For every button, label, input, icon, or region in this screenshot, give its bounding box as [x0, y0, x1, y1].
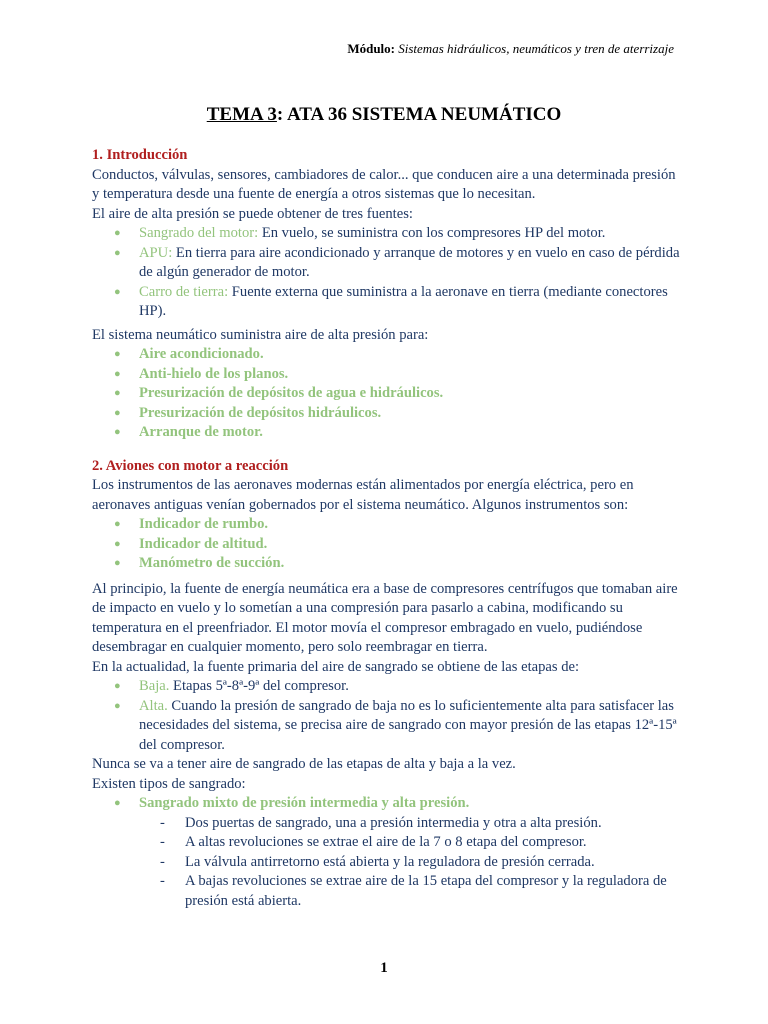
- bleed-details-list: [92, 814, 682, 912]
- document-title: [0, 104, 768, 126]
- list-item: [92, 283, 682, 322]
- stages-list: [92, 677, 682, 755]
- list-item: ● Manómetro de succión.: [92, 554, 682, 574]
- list-item: ● Aire acondicionado.: [92, 345, 682, 365]
- list-item: [92, 244, 682, 283]
- list-item-label: Alta.: [139, 697, 168, 714]
- list-item-text: En tierra para aire acondicionado y arranque de motores y en vuelo en caso de pérdida de algún generador de motor.: [139, 244, 680, 280]
- list-item: - A bajas revoluciones se extrae aire de la 15 etapa del compresor y la reguladora de presión está abierta.: [92, 872, 682, 911]
- bleed-note: Nunca se va a tener aire de sangrado de las etapas de alta y baja a la vez.: [92, 756, 516, 772]
- list-item-text: Etapas 5ª-8ª-9ª del compresor.: [169, 678, 349, 694]
- intro-paragraph: Conductos, válvulas, sensores, cambiadores de calor... que conducen aire a una determinada presión y temperatura desde una fuente de energía a otros sistemas que lo necesitan.: [92, 166, 676, 202]
- page-number: 1: [380, 960, 388, 976]
- document-body: [92, 146, 682, 911]
- list-item-label: APU:: [139, 244, 173, 261]
- title-prefix: TEMA 3: [206, 104, 277, 125]
- list-item: ● Anti-hielo de los planos.: [92, 365, 682, 385]
- list-item-text: Fuente externa que suministra a la aeronave en tierra (mediante conectores HP).: [139, 283, 668, 319]
- list-item: ● Indicador de altitud.: [92, 535, 682, 555]
- title-text: : ATA 36 SISTEMA NEUMÁTICO: [276, 104, 562, 125]
- stages-intro: En la actualidad, la fuente primaria del aire de sangrado se obtiene de las etapas de:: [92, 658, 580, 675]
- list-item: ● Arranque de motor.: [92, 423, 682, 443]
- sources-list: [92, 224, 682, 322]
- list-item-label: Carro de tierra:: [139, 283, 229, 300]
- page-header: [347, 41, 674, 57]
- list-item: [92, 697, 682, 756]
- list-item: [92, 677, 682, 697]
- list-item: ● Presurización de depósitos de agua e hidráulicos.: [92, 384, 682, 404]
- list-item-text: Cuando la presión de sangrado de baja no es lo suficientemente alta para satisfacer las necesidades del sistema, se precisa aire de sangrado con mayor presión de las etapas 12ª-15ª del compresor.: [139, 697, 677, 753]
- list-item-label: Baja.: [139, 678, 170, 694]
- section-heading-aviones: 2. Aviones con motor a reacción: [92, 457, 289, 474]
- instruments-intro: Los instrumentos de las aeronaves modernas están alimentados por energía eléctrica, pero en aeronaves antiguas venían gobernados por el sistema neumático. Algunos instrumentos son:: [92, 477, 634, 513]
- uses-list: [92, 345, 682, 443]
- list-item: ● Presurización de depósitos hidráulicos.: [92, 404, 682, 424]
- list-item: - A altas revoluciones se extrae el aire de la 7 o 8 etapa del compresor.: [92, 833, 682, 853]
- list-item-label: Sangrado del motor:: [139, 225, 259, 241]
- list-item: [92, 224, 682, 244]
- list-item: - Dos puertas de sangrado, una a presión intermedia y otra a alta presión.: [92, 814, 682, 834]
- header-module-label: Módulo:: [347, 41, 395, 56]
- history-paragraph: Al principio, la fuente de energía neumática era a base de compresores centrífugos que tomaban aire de impacto en vuelo y lo sometían a una compresión para pasarlo a cabina, modificando su temperatura en el preenfriador. El motor movía el compresor embragado en vuelo, pudiéndose desembragar en cualquier momento, pero solo reembragar en tierra.: [92, 580, 678, 655]
- list-item: ● Indicador de rumbo.: [92, 515, 682, 535]
- bleed-types-intro: Existen tipos de sangrado:: [92, 775, 246, 792]
- list-item: ● Sangrado mixto de presión intermedia y alta presión.: [92, 794, 682, 814]
- uses-intro: El sistema neumático suministra aire de alta presión para:: [92, 326, 429, 343]
- section-heading-introduccion: 1. Introducción: [92, 147, 188, 163]
- list-item: - La válvula antirretorno está abierta y la reguladora de presión cerrada.: [92, 853, 682, 873]
- sources-intro: El aire de alta presión se puede obtener de tres fuentes:: [92, 205, 413, 222]
- header-module-subject: Sistemas hidráulicos, neumáticos y tren de aterrizaje: [398, 41, 674, 56]
- instruments-list: [92, 515, 682, 574]
- bleed-types-list: [92, 794, 682, 814]
- list-item-text: En vuelo, se suministra con los compresores HP del motor.: [258, 225, 606, 241]
